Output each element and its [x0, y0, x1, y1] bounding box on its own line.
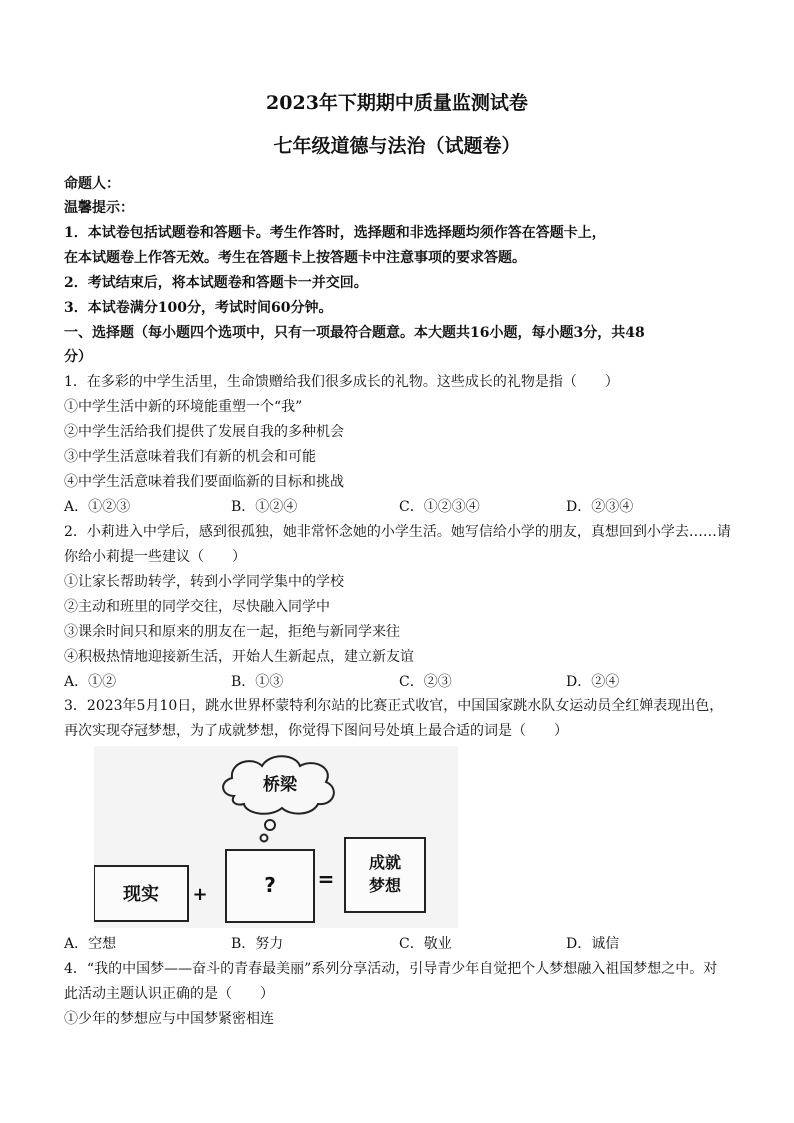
- notice-line: 3．本试卷满分100分，考试时间60分钟。: [64, 300, 333, 316]
- question-stem-cont: 你给小莉提一些建议（ ）: [64, 549, 246, 565]
- statement-item: ③中学生活意味着我们有新的机会和可能: [64, 449, 316, 465]
- notice-line: 在本试题卷上作答无效。考生在答题卡上按答题卡中注意事项的要求答题。: [64, 250, 526, 266]
- statement-item: ③课余时间只和原来的朋友在一起，拒绝与新同学来往: [64, 624, 400, 640]
- equals-sign: =: [317, 867, 335, 891]
- question-stem: 3．2023年5月10日，跳水世界杯蒙特利尔站的比赛正式收官，中国国家跳水队女运动员全红婵表现出色，: [64, 698, 724, 714]
- author-label: 命题人：: [64, 176, 120, 192]
- answer-option-d: D．②④: [566, 674, 620, 690]
- question-stem: 1．在多彩的中学生活里，生命馈赠给我们很多成长的礼物。这些成长的礼物是指（ ）: [64, 374, 619, 390]
- statement-item: ①少年的梦想应与中国梦紧密相连: [64, 1011, 274, 1027]
- statement-item: ①让家长帮助转学，转到小学同学集中的学校: [64, 574, 344, 590]
- notice-line: 1．本试卷包括试题卷和答题卡。考生作答时，选择题和非选择题均须作答在答题卡上，: [64, 225, 606, 241]
- notice-heading: 温馨提示：: [64, 200, 134, 216]
- statement-item: ④积极热情地迎接新生活，开始人生新起点，建立新友谊: [64, 649, 414, 665]
- question-stem-cont: 再次实现夺冠梦想，为了成就梦想，你觉得下图问号处填上最合适的词是（ ）: [64, 723, 568, 739]
- answer-option-b: B．①②④: [231, 499, 298, 515]
- question-mark: ?: [264, 873, 276, 897]
- answer-option-c: C．②③: [399, 674, 452, 690]
- answer-option-c: C．敬业: [399, 936, 452, 952]
- exam-title: 2023年下期期中质量监测试卷: [266, 92, 528, 114]
- answer-option-d: D．②③④: [566, 499, 634, 515]
- exam-subtitle: 七年级道德与法治（试题卷）: [273, 135, 521, 157]
- statement-item: ①中学生活中新的环境能重塑一个“我”: [64, 399, 303, 415]
- question-stem: 4．“我的中国梦——奋斗的青春最美丽”系列分享活动，引导青少年自觉把个人梦想融入祖国梦想之中。对: [64, 961, 718, 977]
- question-stem-cont: 此活动主题认识正确的是（ ）: [64, 986, 274, 1002]
- dream-label: 梦想: [368, 876, 402, 895]
- answer-option-c: C．①②③④: [399, 499, 480, 515]
- answer-option-a: A．空想: [64, 936, 117, 952]
- thought-cloud: [223, 756, 334, 841]
- section-heading: 一、选择题（每小题四个选项中，只有一项最符合题意。本大题共16小题，每小题3分，共48: [64, 325, 645, 341]
- reality-label: 现实: [123, 884, 159, 905]
- diagram-svg: [94, 746, 458, 928]
- statement-item: ④中学生活意味着我们要面临新的目标和挑战: [64, 474, 344, 490]
- question-stem: 2．小莉进入中学后，感到很孤独，她非常怀念她的小学生活。她写信给小学的朋友，真想回到小学去……请: [64, 524, 731, 540]
- answer-option-a: A．①②③: [64, 499, 131, 515]
- achieve-label: 成就: [368, 853, 402, 872]
- answer-option-b: B．①③: [231, 674, 284, 690]
- achieve-dream-box: [345, 838, 425, 912]
- section-heading-cont: 分）: [64, 349, 92, 365]
- cloud-label: 桥梁: [263, 775, 297, 795]
- statement-item: ②主动和班里的同学交往，尽快融入同学中: [64, 599, 330, 615]
- answer-option-b: B．努力: [231, 936, 284, 952]
- statement-item: ②中学生活给我们提供了发展自我的多种机会: [64, 424, 344, 440]
- diagram-figure: [94, 746, 458, 928]
- notice-line: 2．考试结束后，将本试题卷和答题卡一并交回。: [64, 275, 368, 291]
- answer-option-d: D．诚信: [566, 936, 620, 952]
- answer-option-a: A．①②: [64, 674, 117, 690]
- plus-sign: +: [192, 884, 208, 905]
